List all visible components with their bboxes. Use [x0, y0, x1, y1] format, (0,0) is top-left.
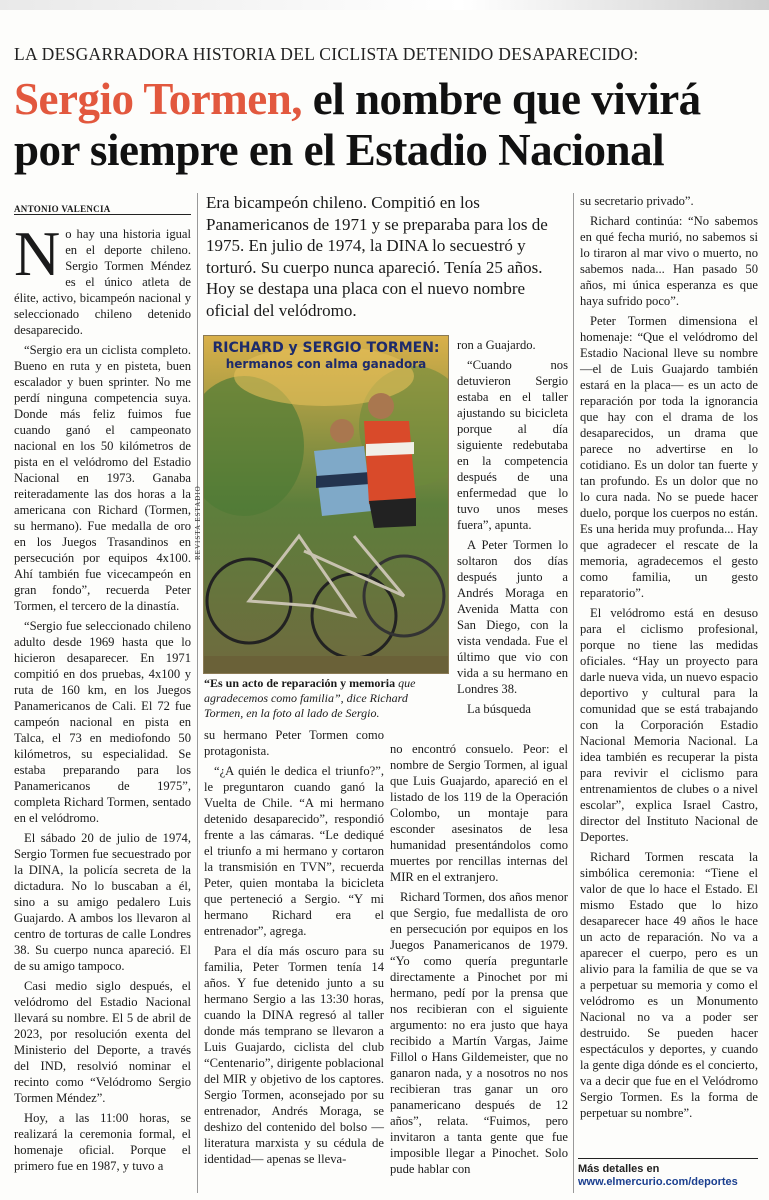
paragraph: Hoy, a las 11:00 horas, se realizará la ceremonia formal, el homenaje oficial. Porque el primero fue en 1987, y tuvo a — [14, 1111, 191, 1173]
byline-rule — [14, 214, 191, 215]
photo-title: RICHARD y SERGIO TORMEN: — [212, 340, 440, 356]
headline-rest: el nombre que vivirá por siempre en el Estadio Nacional — [14, 74, 701, 175]
more-details-link[interactable]: www.elmercurio.com/deportes — [578, 1176, 738, 1188]
column-divider — [197, 193, 198, 1193]
paragraph: su hermano Peter Tormen como protagonista. — [204, 728, 384, 758]
paragraph: A Peter Tormen lo soltaron dos días después junto a Andrés Moraga en Avenida Matta con San Diego, con la vista vendada. Fue el último que vio con vida a su hermano en Londres 38. — [457, 538, 568, 696]
paragraph: El velódromo está en desuso para el ciclismo profesional, porque no tiene las medidas oficiales. “Hay un proyecto para darle nueva vida, un nuevo espacio deportivo y cultural para la comunidad que se está trabajando con la Corporación Estadio Nacional Memoria Nacional. La idea también es recuperar la pista para revivir el ciclismo para entrenamientos de clubes o a nivel escolar”, explica Israel Castro, director del Instituto Nacional de Deportes. — [580, 606, 758, 844]
more-label: Más detalles en — [578, 1163, 660, 1175]
dropcap: N — [14, 218, 61, 289]
paragraph: “¿A quién le dedica el triunfo?”, le preguntaron cuando ganó la Vuelta de Chile. “A mi hermano detenido desaparecido”, respondió frente a las cámaras. “Le dediqué el triunfo a mi hermano y cortaron la transmisión en TVN”, recuerda Peter, quien montaba la bicicleta que perteneció a Sergio. “Y mi hermano Richard era el entrenador”, agrega. — [204, 764, 384, 938]
photo-subtitle: hermanos con alma ganadora — [225, 357, 427, 371]
paragraph: “Cuando nos detuvieron Sergio estaba en el taller ajustando su bicicleta porque al día siguiente redebutaba en la competencia después de una enfermedad que lo tuvo unos meses fuera”, apunta. — [457, 358, 568, 532]
page-top-edge — [0, 0, 769, 10]
column-3-lower — [390, 741, 568, 1197]
headline-name: Sergio Tormen, — [14, 74, 303, 124]
headline — [14, 74, 759, 176]
paragraph: Richard Tormen, dos años menor que Sergio, fue medallista de oro en persecución por equipos en los Juegos Panamericanos de 1979. “Yo como quería preguntarle directamente a Pinochet por mi hermano, pedí por la prensa que nos recibieran con el siguiente argumento: no era justo que haya recibido a Martín Vargas, Jaime Fillol o Hans Gildemeister, que no ganaron nada, y a nosotros no nos recibieran tras ganar un oro panamericano después de 12 años”, relata. “Fuimos, pero invitaron a tanta gente que fue imposible llegar a Pinochet. Solo pude hablar con — [390, 890, 568, 1176]
paragraph: ron a Guajardo. — [457, 338, 536, 352]
column-2 — [204, 727, 384, 1197]
photo-credit: REVISTA ESTADIO — [194, 485, 202, 560]
byline: ANTONIO VALENCIA — [14, 204, 111, 214]
paragraph: “Sergio era un ciclista completo. Bueno en ruta y en pisteta, buen escalador y buen sprinter. No me perdí ninguna competencia suya. Donde más feliz fuimos fue cuando ganó el campeonato nacional en los 50 kilómetros de pista en el velódromo del Estadio Nacional en 1973. Ganaba reiteradamente las dos horas a la americana con Richard (Tormen, su hermano). Fue medalla de oro en los Juegos Trasandinos en persecución por equipos 4x100. Ahí también fue vicecampeón en gran fondo”, recuerda Peter Tormen, el tercero de la dinastía. — [14, 343, 191, 613]
paragraph: “Sergio fue seleccionado chileno adulto desde 1969 hasta que lo hicieron desaparecer. En 1971 compitió en dos pruebas, 4x100 y ruta de 160 km, en los Juegos Panamericanos de Cali. El 72 fue campeón nacional en pista en Talca, el 73 en mediofondo 50 kilómetros, su especialidad. Se estaba preparando para los Panamericanos de 1975”, completa Richard Tormen, sentado en el velódromo. — [14, 619, 191, 825]
caption-italic: que agradecemos como familia”, dice Richard Tormen, en la foto al lado de Sergio. — [204, 676, 416, 720]
column-divider — [573, 193, 574, 1193]
paragraph: El sábado 20 de julio de 1974, Sergio Tormen fue secuestrado por la DINA, la policía secreta de la dictadura. No lo buscaban a él, sino a su amigo pedalero Luis Guajardo. A ambos los llevaron al centro de torturas de calle Londres 38. Su cuerpo nunca apareció. El de su amigo tampoco. — [14, 831, 191, 973]
paragraph: Richard continúa: “No sabemos en qué fecha murió, no sabemos si lo tiraron al mar vivo o muerto, no sabemos nada... Han pasado 50 años, mi única esperanza es que haya sufrido poco”. — [580, 214, 758, 308]
paragraph: Para el día más oscuro para su familia, Peter Tormen tenía 14 años. Y fue detenido junto a su hermano Sergio a las 13:30 horas, cuando la DINA regresó al taller donde más temprano se llevaron a Luis Guajardo, ciclista del club “Centenario”, dirigente poblacional del MIR y objetivo de los captores. Sergio Tormen, aconsejado por su entrenador, Andrés Moraga, se deshizo del contenido del bolso —literatura marxista y su cédula de identidad— apenas se lleva- — [204, 944, 384, 1166]
paragraph: Peter Tormen dimensiona el homenaje: “Que el velódromo del Estadio Nacional lleve su nombre —el de Luis Guajardo también estará en la placa— es un acto de reparación por toda la ignorancia que hay con el drama de los desaparecidos, un drama que parece no advertirse en lo cotidiano. Es un dolor tan fuerte y tan profundo. Es un dolor que no lo cura nada. No se puede hacer duelo, porque los cuerpos no están. Es una herida muy profunda... Hay que agradecer el rescate de la memoria, agradecemos el gesto como familia, un gesto reparatorio”. — [580, 314, 758, 600]
caption-bold: “Es un acto de reparación y memoria — [204, 676, 396, 690]
photo-caption — [204, 676, 448, 721]
kicker: LA DESGARRADORA HISTORIA DEL CICLISTA DETENIDO DESAPARECIDO: — [14, 44, 639, 64]
paragraph: su secretario privado”. — [580, 194, 694, 208]
paragraph: Richard Tormen rescata la simbólica ceremonia: “Tiene el valor de que lo hace el Estado. El mismo Estado que lo hizo desaparecer hace 49 años le hace un acto de reparación. No va a aparecer el cuerpo, pero es un alivio para la familia de que se va a perpetuar su memoria y como el velódromo es un Monumento Nacional no va a poder ser destruido. Se pueden hacer espectáculos y deportes, y cuando la gente diga dónde es el concierto, va a decir que fue en el Velódromo Sergio Tormen. Es la forma de perpetuar su nombre”. — [580, 850, 758, 1120]
paragraph: Casi medio siglo después, el velódromo del Estadio Nacional llevará su nombre. El 5 de abril de 2023, por resolución exenta del Ministerio del Deporte, a través del IND, resolvió nominar el recinto como “Velódromo Sergio Tormen Méndez”. — [14, 979, 191, 1105]
column-1 — [14, 218, 191, 1196]
cyclists-photo — [203, 335, 449, 674]
paragraph: La búsqueda — [467, 702, 531, 716]
paragraph: no encontró consuelo. Peor: el nombre de Sergio Tormen, al igual que Luis Guajardo, apareció en el listado de los 119 de la Operación Colombo, un montaje para esconder asesinatos de lesa humanidad presentándolos como muertes por rencillas internas del MIR en el extranjero. — [390, 742, 568, 884]
more-rule — [578, 1158, 758, 1159]
more-details — [578, 1163, 738, 1189]
column-4 — [580, 193, 758, 1158]
column-3-upper — [457, 337, 568, 733]
article-lead: Era bicampeón chileno. Compitió en los Panamericanos de 1971 y se preparaba para los de 1975. En julio de 1974, la DINA lo secuestró y torturó. Su cuerpo nunca apareció. Tenía 25 años. Hoy se destapa una placa con el nuevo nombre oficial del velódromo. — [206, 193, 548, 320]
paragraph: o hay una historia igual en el deporte chileno. Sergio Tormen Méndez es el único atleta de élite, activo, bicampeón nacional y seleccionado chileno detenido desaparecido. — [14, 227, 191, 337]
